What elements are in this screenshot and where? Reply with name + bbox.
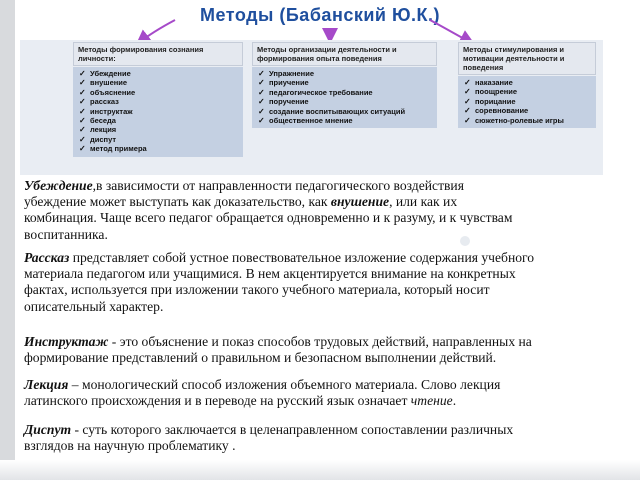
list-item: [464, 116, 592, 125]
list-item: [79, 144, 239, 153]
list-item: [464, 78, 592, 87]
checkmark-icon: ✓: [79, 106, 86, 116]
list-item-label: Упражнение: [269, 69, 314, 78]
paragraph-instruction: [24, 334, 532, 366]
arrow-left: [140, 20, 175, 42]
list-item-label: беседа: [90, 116, 116, 126]
checkmark-icon: ✓: [258, 69, 265, 78]
method-list: [458, 76, 596, 128]
text-line: представляет собой устное повествовательное изложение содержания учебного: [69, 250, 535, 265]
checkmark-icon: ✓: [79, 97, 86, 107]
paragraph-persuasion: [24, 178, 512, 243]
checkmark-icon: ✓: [464, 106, 471, 116]
list-item-label: педагогическое требование: [269, 87, 373, 97]
methods-column-activity: [252, 42, 437, 128]
list-item-label: инструктаж: [90, 106, 133, 116]
bottom-gradient-band: [0, 460, 640, 480]
column-header-line: Методы стимулирования и: [463, 45, 565, 54]
column-header-line: личности:: [78, 54, 116, 63]
term-lecture: Лекция: [24, 377, 69, 392]
checkmark-icon: ✓: [258, 78, 265, 88]
list-item-label: Убеждение: [90, 69, 131, 78]
list-item: [79, 78, 239, 87]
list-item-label: метод примера: [90, 144, 147, 154]
list-item: [79, 97, 239, 106]
text-line: , или как их: [389, 194, 458, 210]
column-header: [73, 42, 243, 66]
list-item: [258, 88, 433, 97]
emphasis-suggestion: внушение: [330, 194, 390, 210]
text-line: фактах, используется при изложении такого учебного материала, который носит: [24, 282, 490, 298]
column-header-line: поведения: [463, 63, 504, 72]
left-edge-strip: [0, 0, 15, 480]
checkmark-icon: ✓: [464, 78, 471, 87]
arrow-right: [430, 20, 470, 42]
paragraph-dispute: [24, 422, 513, 454]
text-line: комбинация. Чаще всего педагог обращается одновременно и к разуму, и к чувствам: [24, 210, 513, 226]
list-item-label: сюжетно-ролевые игры: [475, 115, 564, 125]
list-item: [258, 78, 433, 87]
list-item-label: поощрение: [475, 87, 518, 97]
column-header-line: мотивации деятельности и: [463, 54, 565, 63]
text-line: .: [452, 393, 457, 409]
list-item-label: лекция: [90, 125, 117, 135]
list-item-label: приучение: [269, 78, 309, 88]
list-item: [464, 97, 592, 106]
checkmark-icon: ✓: [258, 87, 265, 97]
list-item: [79, 135, 239, 144]
text-line: убеждение может выступать как доказательство, как: [24, 194, 331, 210]
list-item-label: внушение: [90, 78, 128, 88]
text-line: материала педагогом или учащимися. В нем акцентируется внимание на конкретных: [24, 266, 516, 282]
text-line: латинского происхождения и в переводе на русский язык означает: [24, 393, 411, 409]
list-item: [464, 106, 592, 115]
list-item-label: общественное мнение: [269, 116, 353, 126]
text-line: воспитанника.: [24, 226, 108, 242]
list-item-label: наказание: [475, 78, 513, 87]
list-item-label: диспут: [90, 134, 117, 144]
list-item-label: порицание: [475, 96, 516, 106]
list-item-label: объяснение: [90, 87, 136, 97]
term-persuasion: Убеждение: [24, 178, 93, 193]
list-item: [79, 107, 239, 116]
method-list: [73, 67, 243, 157]
method-list: [252, 67, 437, 128]
checkmark-icon: ✓: [79, 78, 86, 88]
checkmark-icon: ✓: [258, 97, 265, 107]
column-header: [458, 42, 596, 75]
emphasis-reading: чтение: [410, 393, 453, 409]
checkmark-icon: ✓: [258, 116, 265, 126]
text-line: - суть которого заключается в целенаправленном сопоставлении различных: [71, 422, 514, 437]
list-item: [79, 69, 239, 78]
list-item: [79, 116, 239, 125]
column-header-line: Методы организации деятельности и: [257, 45, 397, 54]
list-item: [258, 97, 433, 106]
column-header-line: формирования опыта поведения: [257, 54, 382, 63]
list-item-label: поручение: [269, 97, 309, 107]
text-line: формирование представлений о правильном и безопасном выполнении действий.: [24, 350, 497, 366]
checkmark-icon: ✓: [79, 144, 86, 154]
checkmark-icon: ✓: [79, 69, 86, 78]
checkmark-icon: ✓: [79, 134, 86, 144]
checkmark-icon: ✓: [464, 115, 471, 125]
checkmark-icon: ✓: [79, 87, 86, 97]
list-item-label: создание воспитывающих ситуаций: [269, 106, 406, 116]
text-line: взглядов на научную проблематику .: [24, 438, 236, 454]
list-item: [258, 69, 433, 78]
list-item-label: соревнование: [475, 106, 529, 116]
checkmark-icon: ✓: [79, 116, 86, 126]
list-item: [258, 107, 433, 116]
methods-column-stimulation: [458, 42, 596, 128]
text-line: - это объяснение и показ способов трудовых действий, направленных на: [108, 334, 532, 349]
checkmark-icon: ✓: [464, 96, 471, 106]
list-item: [79, 125, 239, 134]
list-item: [258, 116, 433, 125]
list-item-label: рассказ: [90, 97, 119, 107]
term-instruction: Инструктаж: [24, 334, 109, 349]
text-line: – монологический способ изложения объемного материала. Слово лекция: [68, 377, 501, 392]
list-item: [464, 87, 592, 96]
column-header-line: Методы формирования сознания: [78, 45, 204, 54]
checkmark-icon: ✓: [79, 125, 86, 135]
column-header: [252, 42, 437, 66]
checkmark-icon: ✓: [464, 87, 471, 97]
text-line: ,в зависимости от направленности педагогического воздействия: [92, 178, 464, 193]
slide-title: Методы (Бабанский Ю.К.): [199, 5, 441, 25]
paragraph-lecture: [24, 377, 500, 409]
text-line: описательный характер.: [24, 298, 164, 314]
paragraph-story: [24, 250, 534, 315]
term-story: Рассказ: [24, 250, 70, 265]
list-item: [79, 88, 239, 97]
term-dispute: Диспут: [24, 422, 72, 437]
checkmark-icon: ✓: [258, 106, 265, 116]
methods-column-consciousness: [73, 42, 243, 157]
